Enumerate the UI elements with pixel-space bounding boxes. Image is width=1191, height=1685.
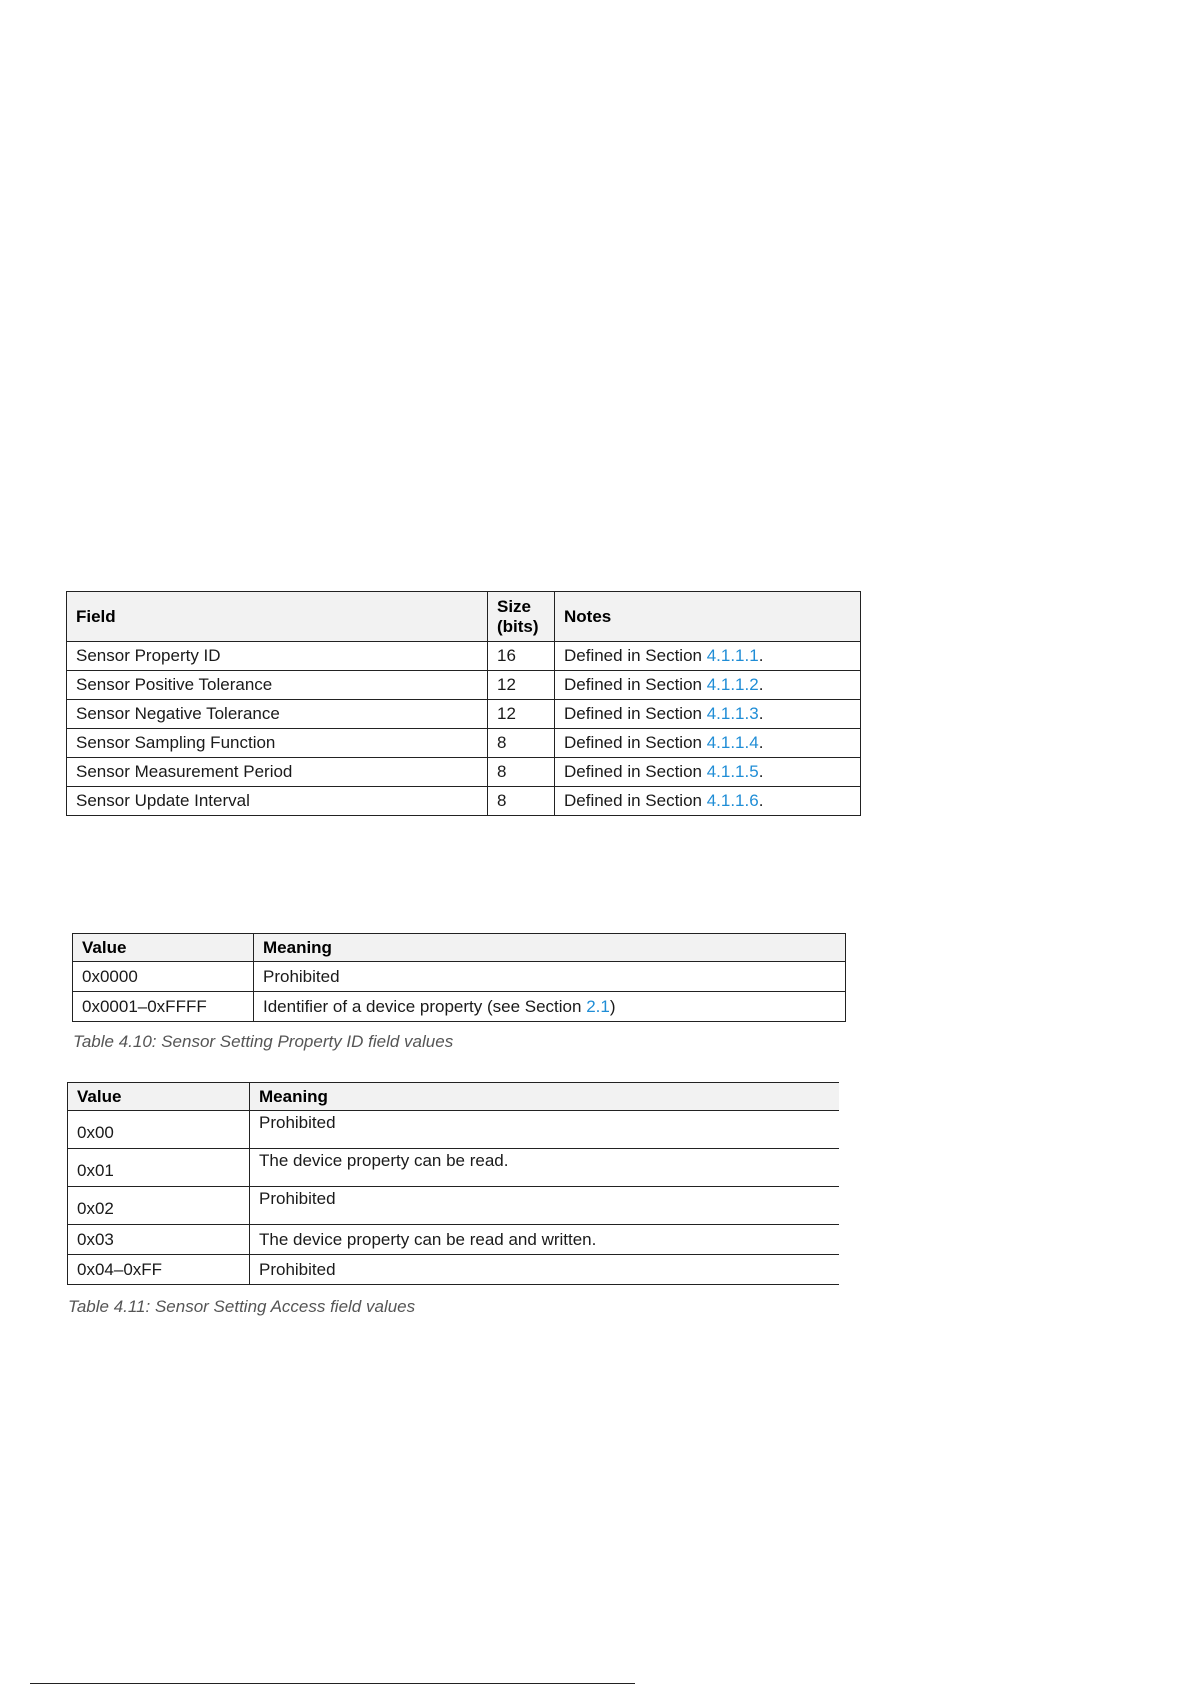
- value-cell: 0x02: [68, 1187, 250, 1225]
- field-cell: Sensor Negative Tolerance: [67, 700, 488, 729]
- field-cell: Sensor Positive Tolerance: [67, 671, 488, 700]
- notes-cell: [555, 642, 861, 671]
- notes-suffix: .: [758, 762, 764, 781]
- notes-cell: [555, 787, 861, 816]
- table-row: [68, 1187, 840, 1225]
- table-row: [67, 671, 861, 700]
- section-link[interactable]: 4.1.1.1: [706, 646, 759, 665]
- column-header-notes: Notes: [555, 592, 861, 642]
- meaning-cell: Prohibited: [250, 1187, 840, 1225]
- table-row: [67, 729, 861, 758]
- access-values-table: [67, 1082, 839, 1285]
- section-link[interactable]: 2.1: [586, 996, 610, 1016]
- notes-text: Defined in Section: [564, 646, 707, 665]
- sensor-fields-table: [66, 591, 861, 816]
- field-cell: Sensor Update Interval: [67, 787, 488, 816]
- notes-text: Defined in Section: [564, 762, 707, 781]
- meaning-cell: [254, 992, 846, 1022]
- column-header-field: Field: [67, 592, 488, 642]
- notes-suffix: .: [758, 733, 764, 752]
- table-row: [68, 1255, 840, 1285]
- value-cell: 0x01: [68, 1149, 250, 1187]
- notes-suffix: .: [758, 675, 764, 694]
- column-header-value: Value: [73, 934, 254, 962]
- table-header-row: [68, 1083, 840, 1111]
- meaning-text: Identifier of a device property (see Section: [263, 996, 587, 1016]
- column-header-size: [488, 592, 555, 642]
- size-cell: 8: [488, 758, 555, 787]
- table-row: [67, 642, 861, 671]
- notes-suffix: .: [758, 791, 764, 810]
- meaning-cell: The device property can be read and written.: [250, 1225, 840, 1255]
- notes-text: Defined in Section: [564, 675, 707, 694]
- table-row: [67, 758, 861, 787]
- table-caption: Table 4.11: Sensor Setting Access field values: [68, 1297, 416, 1316]
- table-header-row: [73, 934, 846, 962]
- value-cell: 0x00: [68, 1111, 250, 1149]
- notes-text: Defined in Section: [564, 704, 707, 723]
- notes-text: Defined in Section: [564, 733, 707, 752]
- size-header-label: Size (bits): [497, 596, 539, 636]
- notes-cell: [555, 700, 861, 729]
- table-row: [67, 787, 861, 816]
- value-cell: 0x0000: [73, 962, 254, 992]
- value-cell: 0x03: [68, 1225, 250, 1255]
- notes-suffix: .: [758, 646, 764, 665]
- meaning-cell: Prohibited: [250, 1255, 840, 1285]
- table-row: [67, 700, 861, 729]
- notes-suffix: .: [758, 704, 764, 723]
- table-row: [68, 1149, 840, 1187]
- table-caption: Table 4.10: Sensor Setting Property ID field values: [73, 1032, 454, 1051]
- size-cell: 8: [488, 787, 555, 816]
- value-cell: 0x0001–0xFFFF: [73, 992, 254, 1022]
- size-cell: 16: [488, 642, 555, 671]
- table-row: [73, 992, 846, 1022]
- footer-divider: [30, 1683, 635, 1684]
- notes-cell: [555, 729, 861, 758]
- section-link[interactable]: 4.1.1.4: [706, 733, 759, 752]
- notes-text: Defined in Section: [564, 791, 707, 810]
- meaning-cell: The device property can be read.: [250, 1149, 840, 1187]
- section-link[interactable]: 4.1.1.3: [706, 704, 759, 723]
- value-cell: 0x04–0xFF: [68, 1255, 250, 1285]
- section-link[interactable]: 4.1.1.2: [706, 675, 759, 694]
- column-header-meaning: Meaning: [254, 934, 846, 962]
- notes-cell: [555, 671, 861, 700]
- notes-cell: [555, 758, 861, 787]
- table-row: [68, 1225, 840, 1255]
- table-row: [68, 1111, 840, 1149]
- table-row: [73, 962, 846, 992]
- field-cell: Sensor Measurement Period: [67, 758, 488, 787]
- table-header-row: [67, 592, 861, 642]
- section-link[interactable]: 4.1.1.5: [706, 762, 759, 781]
- size-cell: 12: [488, 671, 555, 700]
- property-id-values-table: [72, 933, 846, 1022]
- meaning-cell: Prohibited: [250, 1111, 840, 1149]
- field-cell: Sensor Property ID: [67, 642, 488, 671]
- column-header-meaning: Meaning: [250, 1083, 840, 1111]
- field-cell: Sensor Sampling Function: [67, 729, 488, 758]
- meaning-cell: Prohibited: [254, 962, 846, 992]
- section-link[interactable]: 4.1.1.6: [706, 791, 759, 810]
- size-cell: 8: [488, 729, 555, 758]
- size-cell: 12: [488, 700, 555, 729]
- column-header-value: Value: [68, 1083, 250, 1111]
- meaning-suffix: ): [609, 996, 616, 1016]
